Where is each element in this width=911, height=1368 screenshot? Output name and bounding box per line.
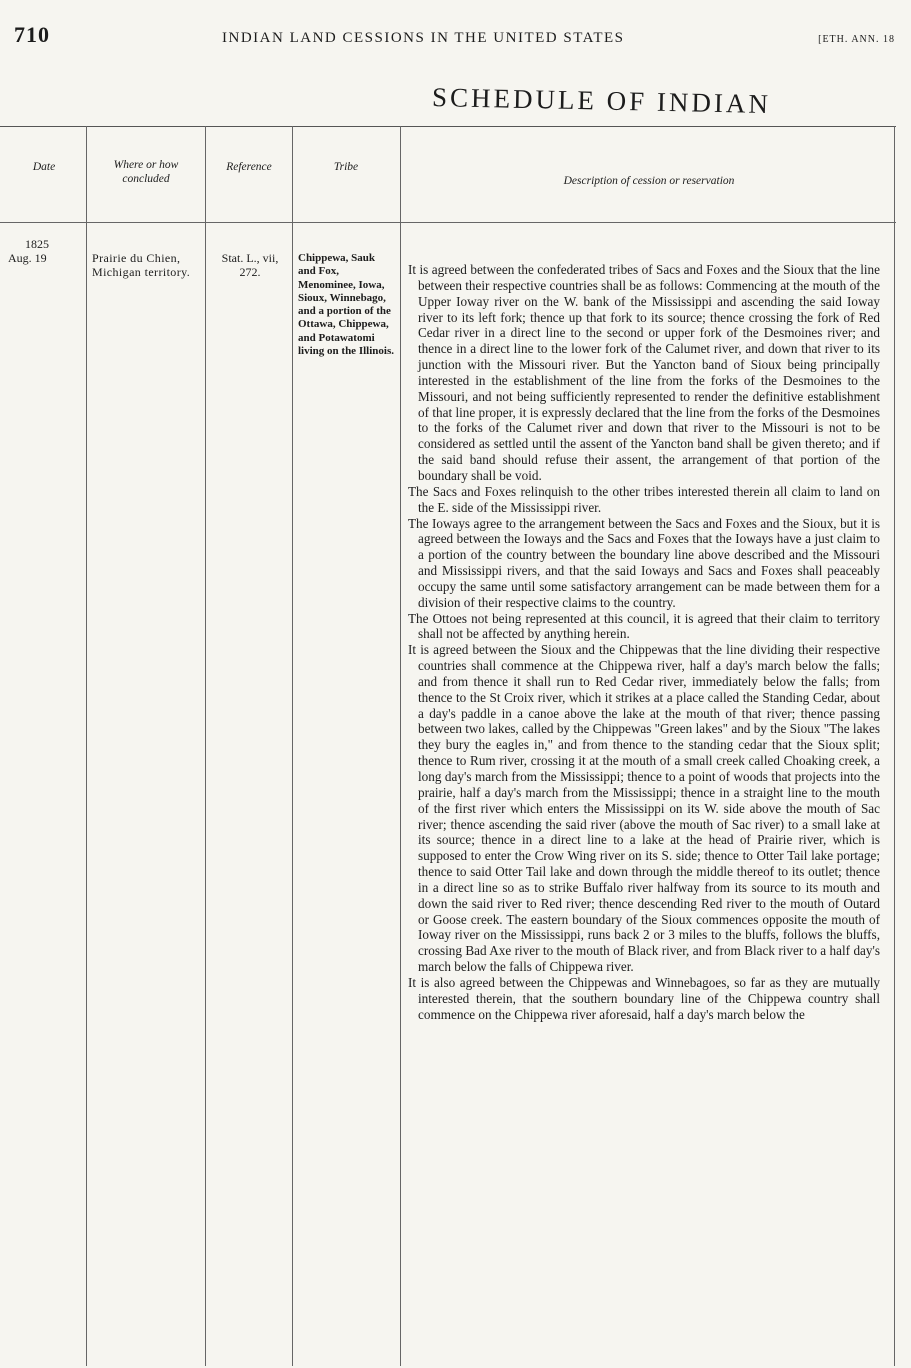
entry-year: 1825 — [25, 237, 49, 251]
column-divider — [894, 126, 895, 1366]
column-header-where: Where or how concluded — [113, 159, 179, 185]
schedule-title: SCHEDULE OF INDIAN — [431, 82, 772, 120]
running-title-right: [ETH. ANN. 18 — [818, 34, 895, 45]
table-top-rule — [0, 126, 896, 127]
entry-reference: Stat. L., vii, 272. — [221, 251, 279, 279]
column-header-date: Date — [32, 161, 56, 173]
description-paragraph: It is agreed between the Sioux and the Chippewas that the line dividing their respective countries shall commence at the Chippewa river, half a day's march below the falls; and from thence it shall run to Red Cedar river, immediately below the falls; from thence to the St Croix river, which it strikes at a place called the Standing Cedar, about a day's paddle in a canoe above the lake at the mouth of that river; thence passing between two lakes, called by the Chippewas "Green lakes" and by the Sioux "The lakes they bury the eagles in," and from thence to the standing cedar that the Sioux split; thence to Rum river, crossing it at the mouth of a small creek called Choaking creek, a long day's march from the Mississippi; thence to a point of woods that projects into the prairie, half a day's march from the Mississippi; thence in a straight line to the mouth of the first river which enters the Mississippi on its W. side above the mouth of Sac river; thence ascending the said river (above the mouth of Sac river) to a small lake at its source; thence in a direct line to a lake at the head of Prairie river, which is supposed to enter the Crow Wing river on its S. side; thence to Otter Tail lake portage; thence to said Otter Tail lake and down through the middle thereof to its outlet; thence in a direct line so as to strike Buffalo river halfway from its source to its mouth and down the said river to Red river; thence descending Red river to the mouth of Outard or Goose creek. The eastern boundary of the Sioux commences opposite the mouth of Ioway river on the Mississippi, runs back 2 or 3 miles to the bluffs, follows the bluffs, crossing Bad Axe river to the mouth of Black river, and from Black river to a half day's march below the falls of Chippewa river. — [408, 642, 880, 975]
column-divider — [292, 126, 293, 1366]
entry-date: Aug. 19 — [8, 251, 47, 265]
description-paragraph: It is also agreed between the Chippewas and Winnebagoes, so far as they are mutually interested therein, that the southern boundary line of the Chippewa country shall commence on the Chippewa river aforesaid, half a day's march below the — [408, 974, 880, 1022]
description-paragraph: The Sacs and Foxes relinquish to the other tribes interested therein all claim to land on the E. side of the Mississippi river. — [408, 483, 880, 515]
description-paragraph: The Ottoes not being represented at this council, it is agreed that their claim to territory shall not be affected by anything herein. — [408, 610, 880, 642]
entry-tribe: Chippewa, Sauk and Fox, Menominee, Iowa, Sioux, Winnebago, and a portion of the Ottawa, Chippewa, and Potawatomi living on the Illinois. — [298, 252, 394, 358]
entry-place: Prairie du Chien, Michigan territory. — [92, 251, 191, 279]
column-divider — [400, 126, 401, 1366]
schedule-table — [0, 126, 896, 1366]
column-header-tribe: Tribe — [333, 161, 359, 173]
column-divider — [86, 126, 87, 1366]
column-divider — [205, 126, 206, 1366]
column-header-reference: Reference — [226, 161, 272, 173]
running-title: INDIAN LAND CESSIONS IN THE UNITED STATES — [222, 30, 625, 46]
description-paragraph: It is agreed between the confederated tribes of Sacs and Foxes and the Sioux that the line between their respective countries shall be as follows: Commencing at the mouth of the Upper Ioway river on the W. bank of the Mississippi and ascending the said Ioway river to its left fork; thence up that fork to its source; thence crossing the fork of Red Cedar river in a direct line to the second or upper fork of the Desmoines river; and thence in a direct line to the lower fork of the Calumet river, and down that river to its junction with the Missouri river. But the Yancton band of Sioux being principally interested in the establishment of the line from the forks of the Desmoines to the Missouri, and not being sufficiently represented to render the definitive establishment of that line proper, it is expressly declared that the line from the forks of the Desmoines to the forks of the Calumet river and down that river to the Missouri is not to be considered as settled until the assent of the Yancton band shall be given thereto; and if the said band should refuse their assent, the arrangement of that portion of the boundary shall be void. — [408, 262, 880, 483]
page-number: 710 — [14, 22, 50, 47]
entry-description — [404, 262, 880, 1023]
column-header-description: Description of cession or reservation — [563, 175, 735, 187]
description-paragraph: The Ioways agree to the arrangement between the Sacs and Foxes and the Sioux, but it is agreed between the Ioways and the Sacs and Foxes that the Ioways have a just claim to a portion of the country between the boundary line above described and the Missouri and Mississippi rivers, and that the said Ioways and Sacs and Foxes shall peaceably occupy the same until some satisfactory arrangement can be made between them for a division of their respective claims to the country. — [408, 515, 880, 610]
table-header-rule — [0, 222, 896, 223]
